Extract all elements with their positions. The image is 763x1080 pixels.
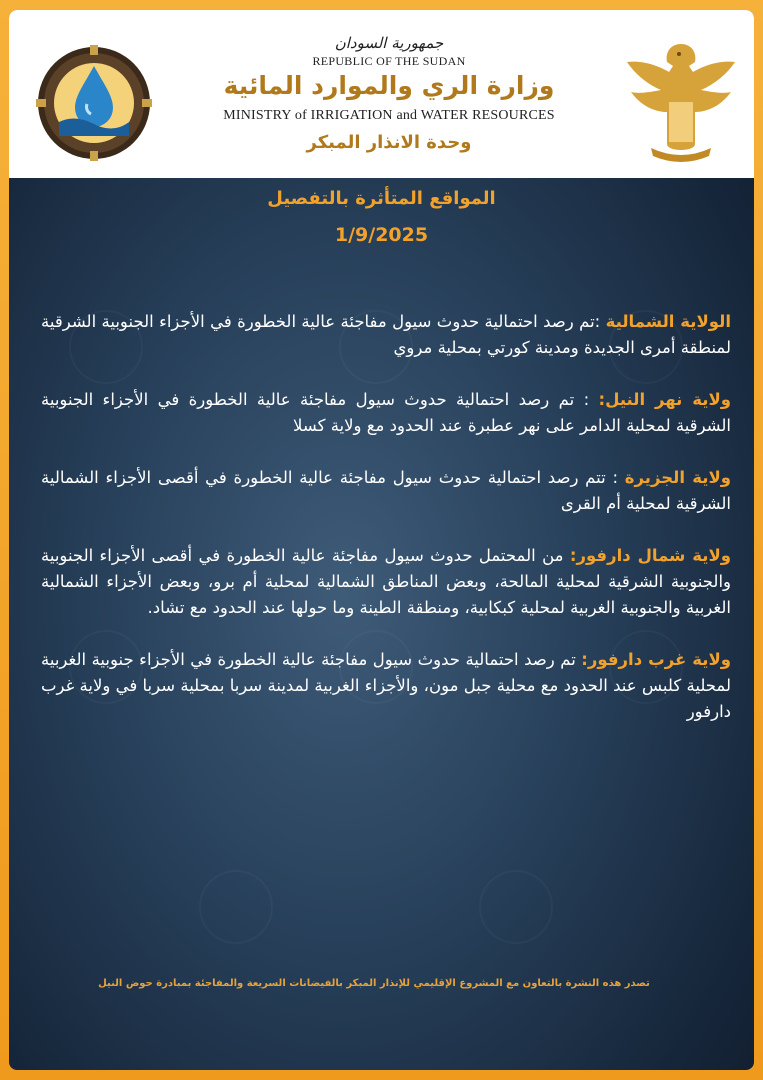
- bulletin-title: المواقع المتأثرة بالتفصيل: [267, 188, 496, 209]
- footer-note: تصدر هذه النشرة بالتعاون مع المشروع الإقليمي للإنذار المبكر بالفيضانات السريعة والمفاجئة بمبادرة حوض النيل: [98, 978, 650, 989]
- section-river-nile-state: [41, 387, 731, 439]
- letterhead-titles: [179, 24, 599, 174]
- ministry-arabic: وزارة الري والموارد المائية: [223, 71, 555, 100]
- watermark-emblem: [479, 870, 553, 944]
- state-name: ولاية غرب دارفور:: [581, 649, 731, 669]
- bulletin-date: 1/9/2025: [334, 224, 429, 246]
- section-text: :تم رصد احتمالية حدوث سيول مفاجئة عالية الخطورة في الأجزاء الجنوبية الشرقية لمنطقة أمرى الجديدة ومدينة كورتي بمحلية مروي: [41, 311, 731, 357]
- state-name: الولاية الشمالية: [605, 311, 731, 331]
- section-text: : تم رصد احتمالية حدوث سيول مفاجئة عالية الخطورة في الأجزاء الجنوبية الشرقية لمحلية الدامر على نهر عطبرة عند الحدود مع ولاية كسلا: [41, 389, 731, 435]
- section-northern-state: [41, 309, 731, 361]
- ministry-emblem-icon: [35, 44, 153, 162]
- state-name: ولاية نهر النيل:: [598, 389, 731, 409]
- section-west-darfur-state: [41, 647, 731, 725]
- section-gezira-state: [41, 465, 731, 517]
- watermark-emblem: [199, 870, 273, 944]
- section-north-darfur-state: [41, 543, 731, 621]
- republic-arabic: جمهورية السودان: [334, 34, 444, 52]
- secretary-bird-emblem-icon: [621, 36, 741, 166]
- republic-english: REPUBLIC OF THE SUDAN: [312, 54, 466, 68]
- section-text: : تتم رصد احتمالية حدوث سيول مفاجئة عالية الخطورة في أقصى الأجزاء الشمالية الشرقية لمحلية أم القرى: [41, 467, 731, 513]
- letterhead: [9, 10, 754, 178]
- state-name: ولاية شمال دارفور:: [569, 545, 731, 565]
- section-text: تم رصد احتمالية حدوث سيول مفاجئة عالية الخطورة في الأجزاء جنوبية الغربية لمحلية كلبس عند الحدود مع محلية جبل مون، والأجزاء الغربية لمدينة سربا بمحلية سربا في ولاية غرب دارفور: [41, 649, 731, 721]
- section-text: من المحتمل حدوث سيول مفاجئة عالية الخطورة في أقصى الأجزاء الجنوبية والجنوبية الشرقية لمحلية المالحة، وبعض المناطق الشمالية لمحلية أم برو، وبعض الأجزاء الشمالية الغربية والجنوبية الغربية لمحلية كبكابية، ومنطقة الطينة وما حولها عند الحدود مع تشاد.: [41, 545, 731, 617]
- ministry-english: MINISTRY of IRRIGATION and WATER RESOURCES: [223, 108, 555, 123]
- state-name: ولاية الجزيرة: [624, 467, 731, 487]
- bulletin-card: [9, 10, 754, 1070]
- affected-areas-list: [41, 292, 731, 751]
- early-warning-unit: وحدة الانذار المبكر: [306, 132, 472, 153]
